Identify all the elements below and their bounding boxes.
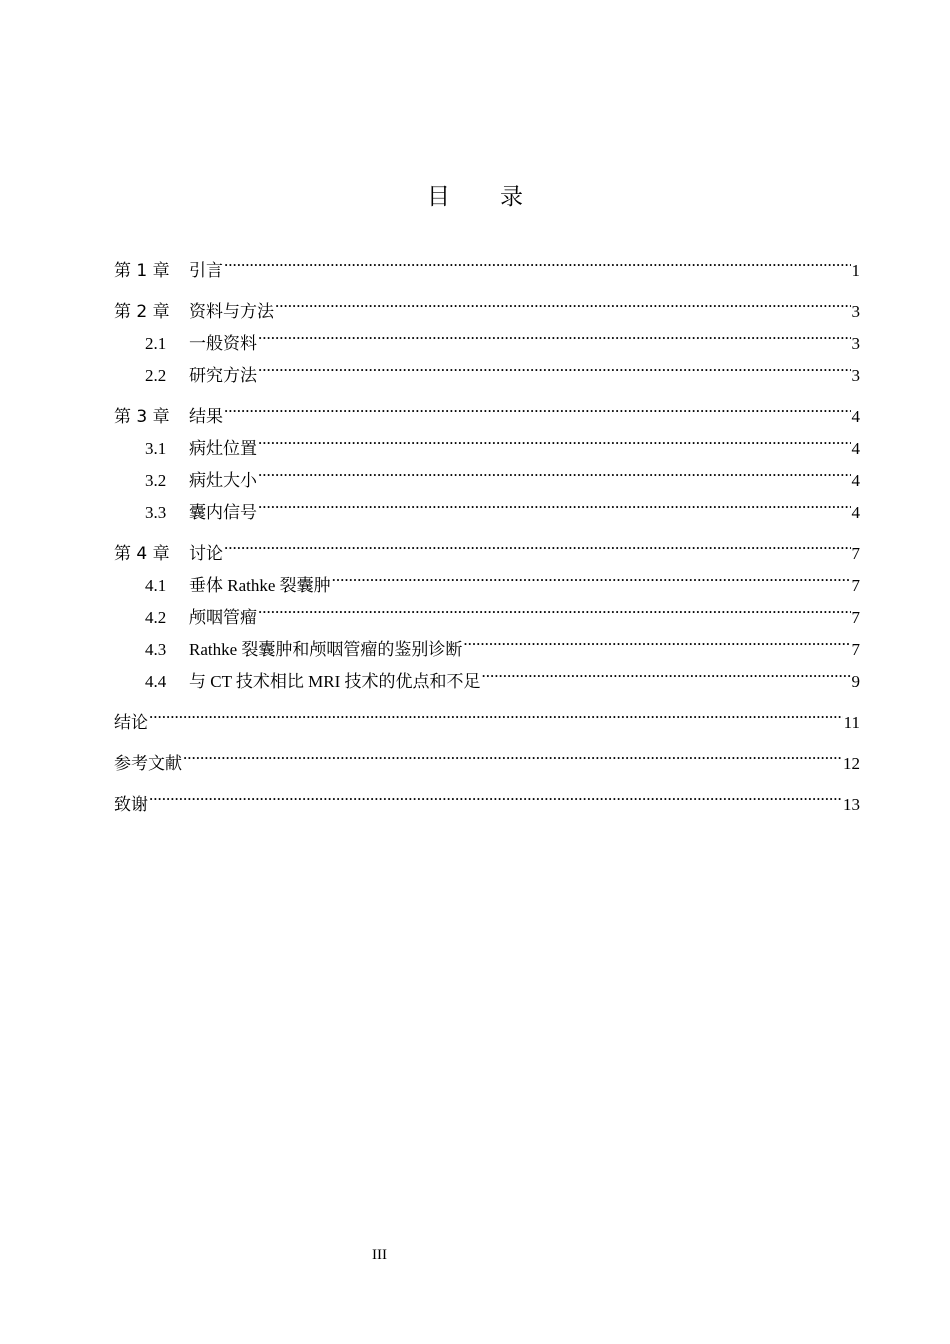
toc-entry-references[interactable] — [114, 737, 860, 774]
toc-leader-dots — [149, 696, 843, 728]
toc-entry-section-3-1[interactable] — [114, 422, 860, 458]
toc-entry-prefix: 第 4 章 — [114, 544, 170, 564]
toc-entry-label: 与 CT 技术相比 MRI 技术的优点和不足 — [189, 672, 481, 691]
toc-entry-label: 垂体 Rathke 裂囊肿 — [189, 576, 331, 595]
toc-entry-prefix: 2.1 — [145, 334, 167, 353]
toc-entry-chapter-3[interactable] — [114, 390, 860, 427]
toc-entry-prefix: 第 1 章 — [114, 261, 170, 281]
toc-leader-dots — [258, 454, 851, 486]
toc-entry-prefix: 3.1 — [145, 439, 167, 458]
toc-entry-page: 4 — [851, 407, 860, 426]
toc-entry-acknowledgements[interactable] — [114, 778, 860, 815]
toc-leader-dots — [224, 527, 851, 559]
toc-leader-dots — [482, 655, 851, 687]
toc-entry-label: 一般资料 — [189, 334, 257, 353]
toc-entry-chapter-1[interactable] — [114, 244, 860, 281]
toc-entry-label: 病灶大小 — [189, 471, 257, 490]
toc-leader-dots — [258, 591, 851, 623]
toc-list — [114, 244, 860, 815]
toc-entry-page: 4 — [851, 439, 860, 458]
toc-entry-page: 3 — [851, 302, 860, 321]
toc-entry-prefix: 3.3 — [145, 503, 167, 522]
toc-entry-chapter-4[interactable] — [114, 527, 860, 564]
toc-leader-dots — [258, 317, 851, 349]
toc-entry-prefix: 第 2 章 — [114, 302, 170, 322]
toc-title-char-2: 录 — [500, 184, 523, 210]
toc-entry-page: 3 — [851, 334, 860, 353]
toc-leader-dots — [224, 390, 851, 422]
toc-entry-page: 4 — [851, 471, 860, 490]
toc-entry-prefix: 第 3 章 — [114, 407, 170, 427]
toc-entry-page: 13 — [843, 795, 860, 814]
toc-entry-label: 引言 — [189, 261, 223, 281]
toc-entry-label: 参考文献 — [114, 754, 182, 774]
toc-entry-page: 11 — [843, 713, 860, 732]
toc-leader-dots — [275, 285, 851, 317]
toc-entry-label: 病灶位置 — [189, 439, 257, 458]
toc-entry-label: 研究方法 — [189, 366, 257, 385]
toc-leader-dots — [258, 422, 851, 454]
toc-entry-label: 囊内信号 — [189, 503, 257, 522]
toc-leader-dots — [183, 737, 842, 769]
toc-entry-page: 7 — [851, 608, 860, 627]
toc-entry-prefix: 3.2 — [145, 471, 167, 490]
toc-leader-dots — [258, 486, 851, 518]
toc-entry-page: 7 — [851, 576, 860, 595]
toc-leader-dots — [149, 778, 842, 810]
toc-entry-prefix: 4.4 — [145, 672, 167, 691]
toc-leader-dots — [258, 349, 851, 381]
toc-entry-page: 12 — [843, 754, 860, 773]
toc-entry-page: 9 — [851, 672, 860, 691]
toc-entry-prefix: 4.2 — [145, 608, 167, 627]
toc-entry-label: 结论 — [114, 713, 148, 733]
toc-entry-page: 1 — [851, 261, 860, 280]
toc-entry-chapter-2[interactable] — [114, 285, 860, 322]
toc-entry-page: 4 — [851, 503, 860, 522]
toc-entry-label: 结果 — [189, 407, 223, 427]
toc-leader-dots — [224, 244, 851, 276]
toc-entry-label: 致谢 — [114, 795, 148, 815]
toc-entry-prefix: 2.2 — [145, 366, 167, 385]
toc-entry-prefix: 4.1 — [145, 576, 167, 595]
toc-entry-conclusion[interactable] — [114, 696, 860, 733]
toc-entry-section-4-1[interactable] — [114, 559, 860, 595]
toc-entry-page: 7 — [851, 640, 860, 659]
toc-entry-label: 资料与方法 — [189, 302, 274, 322]
toc-entry-prefix: 4.3 — [145, 640, 167, 659]
toc-title-char-1: 目 — [427, 184, 450, 210]
footer-page-number: III — [372, 1247, 387, 1263]
toc-entry-page: 3 — [851, 366, 860, 385]
toc-leader-dots — [463, 623, 850, 655]
toc-entry-label: 讨论 — [189, 544, 223, 564]
toc-entry-page: 7 — [851, 544, 860, 563]
toc-title — [0, 178, 950, 211]
toc-leader-dots — [332, 559, 851, 591]
toc-entry-label: Rathke 裂囊肿和颅咽管瘤的鉴别诊断 — [189, 640, 463, 659]
toc-entry-label: 颅咽管瘤 — [189, 608, 257, 627]
